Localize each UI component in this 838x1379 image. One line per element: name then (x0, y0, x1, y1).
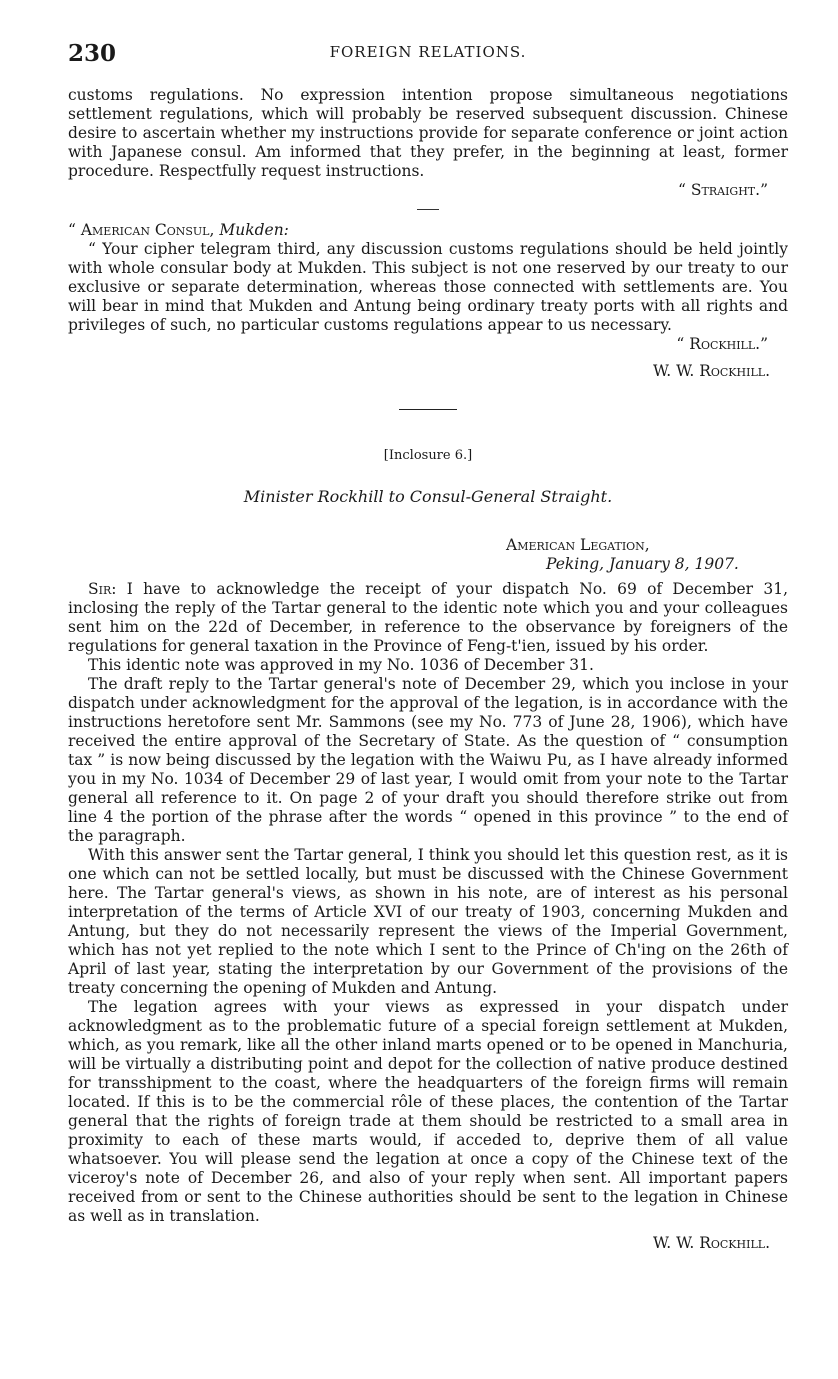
body-paragraph: customs regulations. No expression intention propose simultaneous negotiations settlement regulations, which will probably be reserved subsequent discussion. Chinese desire to ascertain whether my instructions provide for separate conference or joint action with Japanese consul. Am informed that they prefer, in the beginning at least, former procedure. Respectfully request instructions. (68, 86, 788, 180)
dateline-date: Peking, January 8, 1907. (546, 555, 739, 573)
dateline-legation: American Legation, (506, 536, 650, 554)
address-prefix: “ American Consul, (68, 221, 220, 239)
signature-straight: “ Straight.” (678, 181, 768, 199)
body-paragraph: The legation agrees with your views as expressed in your dispatch under acknowledgment as to the problematic future of a special foreign settlement at Mukden, which, as you remark, like all the other inland marts opened or to be opened in Manchuria, will be virtually a distributing point and depot for the collection of native produce destined for transshipment to the coast, where the headquarters of the foreign firms will remain located. If this is to be the commercial rôle of these places, the contention of the Tartar general that the rights of foreign trade at them should be restricted to a small area in proximity to each of these marts would, if acceded to, deprive them of all value whatsoever. You will please send the legation at once a copy of the Chinese text of the viceroy's note of December 26, and also of your reply when sent. All important papers received from or sent to the Chinese authorities should be sent to the legation in Chinese as well as in translation. (68, 998, 788, 1225)
inclosure-label: [Inclosure 6.] (383, 448, 473, 463)
address-line (68, 221, 788, 240)
document-title: Minister Rockhill to Consul-General Straight. (243, 487, 613, 506)
salutation: Sir: (88, 580, 117, 598)
body-paragraph (68, 580, 788, 656)
paragraph-text: I have to acknowledge the receipt of your dispatch No. 69 of December 31, inclosing the reply of the Tartar general to the identic note which you and your colleagues sent him on the 22d of December, in reference to the observance by foreigners of the regulations for general taxation in the Province of Feng-t'ien, issued by his order. (68, 580, 788, 655)
body-paragraph: The draft reply to the Tartar general's note of December 29, which you inclose in your dispatch under acknowledgment for the approval of the legation, is in accordance with the instructions heretofore sent Mr. Sammons (see my No. 773 of June 28, 1906), which have received the entire approval of the Secretary of State. As the question of “ consumption tax ” is now being discussed by the legation with the Waiwu Pu, as I have already informed you in my No. 1034 of December 29 of last year, I would omit from your note to the Tartar general all reference to it. On page 2 of your draft you should therefore strike out from line 4 the portion of the phrase after the words “ opened in this province ” to the end of the paragraph. (68, 675, 788, 845)
signature-rockhill: W. W. Rockhill. (653, 362, 770, 380)
separator-rule (399, 409, 457, 410)
document-body (68, 86, 788, 1253)
page-number: 230 (68, 40, 117, 67)
running-head: FOREIGN RELATIONS. (329, 43, 527, 61)
signature-rockhill-final: W. W. Rockhill. (653, 1234, 770, 1252)
body-paragraph: With this answer sent the Tartar general, I think you should let this question rest, as it is one which can not be settled locally, but must be discussed with the Chinese Government here. The Tartar general's views, as shown in his note, are of interest as his personal interpretation of the terms of Article XVI of our treaty of 1903, concerning Mukden and Antung, but they do not necessarily represent the views of the Imperial Government, which has not yet replied to the note which I sent to the Prince of Ch'ing on the 26th of April of last year, stating the interpretation by our Government of the provisions of the treaty concerning the opening of Mukden and Antung. (68, 846, 788, 997)
signature-rockhill-quote: “ Rockhill.” (676, 335, 768, 353)
page-header (68, 40, 788, 70)
address-place: Mukden: (219, 221, 289, 239)
body-paragraph: “ Your cipher telegram third, any discussion customs regulations should be held jointly with whole consular body at Mukden. This subject is not one reserved by our treaty to our exclusive or separate determination, whereas those connected with settlements are. You will bear in mind that Mukden and Antung being ordinary treaty ports with all rights and privileges of such, no particular customs regulations appear to us necessary. (68, 240, 788, 334)
separator-short (417, 209, 439, 210)
body-paragraph: This identic note was approved in my No. 1036 of December 31. (88, 656, 594, 674)
